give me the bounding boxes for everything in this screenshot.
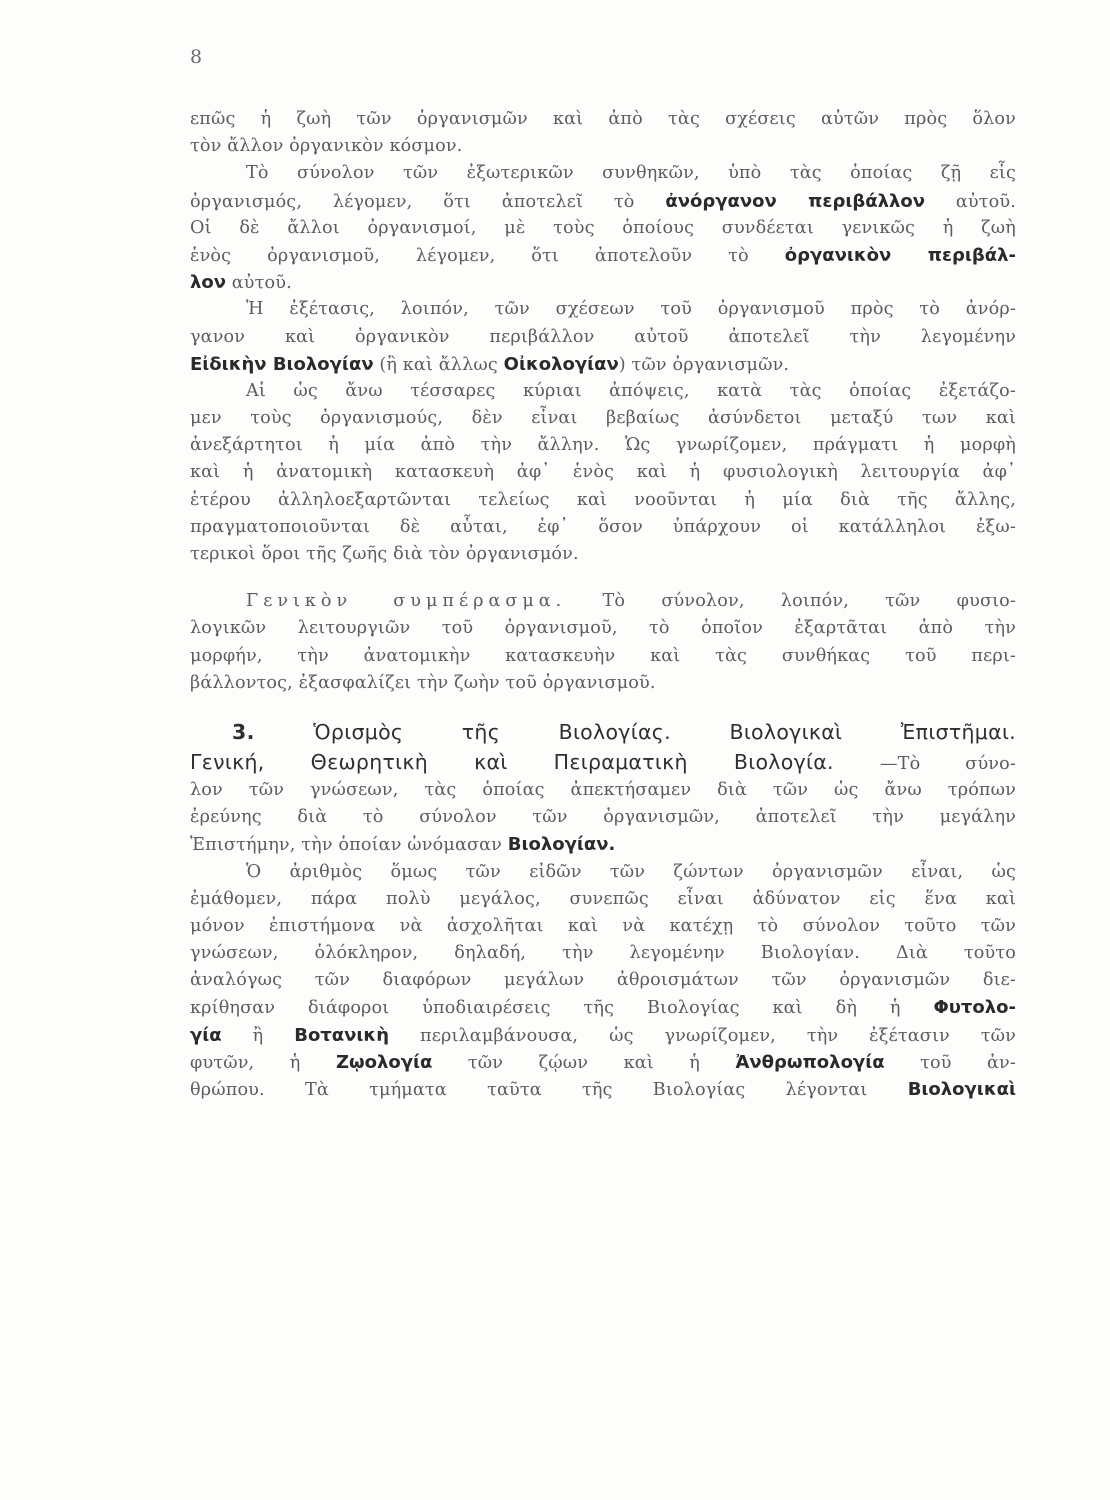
text-line: λον τῶν γνώσεων, τὰς ὁποίας ἀπεκτήσαμεν διὰ τῶν ὡς ἄνω τρόπων: [190, 779, 1016, 800]
text-run: ὀργανισμός, λέγομεν, ὅτι ἀποτελεῖ τὸ: [190, 191, 635, 212]
text-line: γνώσεων, ὁλόκληρον, δηλαδή, τὴν λεγομένην Βιολογίαν. Διὰ τοῦτο: [190, 943, 1016, 964]
text-run: ) τῶν ὀργανισμῶν.: [618, 354, 790, 375]
text-line: βάλλοντος, ἐξασφαλίζει τὴν ζωὴν τοῦ ὀργανισμοῦ.: [190, 672, 656, 693]
text-line: [190, 242, 1016, 269]
paragraph-gap: [190, 568, 1016, 588]
body-text: [190, 106, 1016, 1103]
term-botany: Βοτανικὴ: [294, 1024, 390, 1046]
term-zoology: Ζῳολογία: [335, 1051, 433, 1073]
term-organic-environment: ὀργανικὸν περιβάλ-: [784, 244, 1017, 266]
section-number: 3.: [232, 719, 255, 744]
text-line: μεν τοὺς ὀργανισμούς, δὲν εἶναι βεβαίως ἀσύνδετοι μεταξύ των καὶ: [190, 408, 1016, 429]
text-line: ἐρεύνης διὰ τὸ σύνολον τῶν ὀργανισμῶν, ἀποτελεῖ τὴν μεγάλην: [190, 807, 1016, 828]
text-line: [190, 588, 1016, 615]
text-line: τὸν ἄλλον ὀργανικὸν κόσμον.: [190, 136, 463, 157]
text-line: ἀνεξάρτητοι ἡ μία ἀπὸ τὴν ἄλλην. Ὡς γνωρίζομεν, πράγματι ἡ μορφὴ: [190, 435, 1016, 456]
text-line: ἀναλόγως τῶν διαφόρων μεγάλων ἀθροισμάτων τῶν ὀργανισμῶν διε-: [190, 970, 1016, 991]
text-line: Αἱ ὡς ἄνω τέσσαρες κύριαι ἀπόψεις, κατὰ τὰς ὁποίας ἐξετάζο-: [246, 380, 1016, 401]
text-line: τερικοὶ ὅροι τῆς ζωῆς διὰ τὸν ὀργανισμόν.: [190, 544, 579, 564]
section-heading-line2: [190, 747, 1016, 777]
term-organic-environment-end: λον: [190, 272, 227, 294]
term-inorganic-environment: ἀνόργανον περιβάλλον: [665, 190, 925, 212]
text-run: (ἢ καὶ ἄλλως: [379, 354, 498, 375]
text-line: Τὸ σύνολον τῶν ἐξωτερικῶν συνθηκῶν, ὑπὸ τὰς ὁποίας ζῇ εἷς: [246, 163, 1016, 184]
term-ecology: Οἰκολογίαν: [503, 353, 619, 375]
text-line: [190, 188, 1016, 215]
text-line: [190, 1076, 1016, 1103]
text-line: Ἡ ἐξέτασις, λοιπόν, τῶν σχέσεων τοῦ ὀργανισμοῦ πρὸς τὸ ἀνόρ-: [246, 299, 1016, 320]
page-number: 8: [190, 46, 203, 68]
text-run: αὐτοῦ.: [955, 191, 1016, 212]
text-line: γανον καὶ ὀργανικὸν περιβάλλον αὐτοῦ ἀποτελεῖ τὴν λεγομένην: [190, 326, 1016, 347]
text-run: θρώπου. Τὰ τμήματα ταῦτα τῆς Βιολογίας λέγονται: [190, 1080, 868, 1100]
text-line: [190, 351, 1016, 378]
text-line: Οἱ δὲ ἄλλοι ὀργανισμοί, μὲ τοὺς ὁποίους συνδέεται γενικῶς ἡ ζωὴ: [190, 217, 1016, 238]
text-run: αὐτοῦ.: [231, 273, 292, 294]
section-title-line1: Ὁρισμὸς τῆς Βιολογίας. Βιολογικαὶ Ἐπιστῆμαι.: [313, 719, 1016, 744]
text-run: ἑνὸς ὀργανισμοῦ, λέγομεν, ὅτι ἀποτελοῦν τὸ: [190, 245, 749, 266]
text-line: πραγματοποιοῦνται δὲ αὗται, ἐφ᾽ ὅσον ὑπάρχουν οἱ κατάλληλοι ἐξω-: [190, 516, 1016, 537]
text-line: λογικῶν λειτουργιῶν τοῦ ὀργανισμοῦ, τὸ ὁποῖον ἐξαρτᾶται ἀπὸ τὴν: [190, 618, 1016, 639]
term-phytology-end: γία: [190, 1024, 222, 1046]
text-run: ἢ: [252, 1025, 264, 1046]
text-run: —Τὸ σύνο-: [879, 753, 1016, 774]
section-gap: [190, 697, 1016, 717]
term-special-biology: Εἰδικὴν Βιολογίαν: [190, 353, 374, 375]
term-phytology: Φυτολο-: [933, 997, 1016, 1019]
text-run: Ἐπιστήμην, τὴν ὁποίαν ὠνόμασαν: [190, 835, 503, 856]
text-run: τοῦ ἀν-: [920, 1052, 1016, 1073]
text-line: μορφήν, τὴν ἀνατομικὴν κατασκευὴν καὶ τὰς συνθήκας τοῦ περι-: [190, 645, 1016, 666]
text-line: Ὁ ἀριθμὸς ὅμως τῶν εἰδῶν τῶν ζώντων ὀργανισμῶν εἶναι, ὡς: [246, 861, 1016, 882]
text-run: κρίθησαν διάφοροι ὑποδιαιρέσεις τῆς Βιολογίας καὶ δὴ ἡ: [190, 998, 901, 1019]
text-line: [190, 831, 1016, 858]
section-title-line2: Γενική, Θεωρητικὴ καὶ Πειραματικὴ Βιολογία.: [190, 749, 834, 774]
text-line: [190, 1022, 1016, 1049]
text-run: Τὸ σύνολον, λοιπόν, τῶν φυσιο-: [602, 591, 1016, 612]
section-heading: [190, 717, 1016, 747]
term-biological: Βιολογικαὶ: [907, 1079, 1016, 1100]
general-conclusion-label: Γενικὸν συμπέρασμα.: [246, 591, 567, 612]
term-biology: Βιολογίαν.: [507, 834, 616, 856]
text-line: [190, 269, 1016, 296]
term-anthropology: Ἀνθρωπολογία: [735, 1051, 885, 1073]
text-line: μόνον ἐπιστήμονα νὰ ἀσχολῆται καὶ νὰ κατέχῃ τὸ σύνολον τοῦτο τῶν: [190, 915, 1016, 936]
text-line: επῶς ἡ ζωὴ τῶν ὀργανισμῶν καὶ ἀπὸ τὰς σχέσεις αὐτῶν πρὸς ὅλον: [190, 109, 1016, 129]
text-run: φυτῶν, ἡ: [190, 1052, 301, 1073]
text-line: ἑτέρου ἀλληλοεξαρτῶνται τελείως καὶ νοοῦνται ἡ μία διὰ τῆς ἄλλης,: [190, 489, 1016, 510]
text-run: τῶν ζῴων καὶ ἡ: [467, 1052, 700, 1073]
text-run: περιλαμβάνουσα, ὡς γνωρίζομεν, τὴν ἐξέτασιν τῶν: [419, 1025, 1017, 1046]
text-line: [190, 994, 1016, 1021]
text-line: [190, 1049, 1016, 1076]
text-line: καὶ ἡ ἀνατομικὴ κατασκευὴ ἀφ᾽ ἑνὸς καὶ ἡ φυσιολογικὴ λειτουργία ἀφ᾽: [190, 462, 1016, 483]
text-line: ἐμάθομεν, πάρα πολὺ μεγάλος, συνεπῶς εἶναι ἀδύνατον εἰς ἕνα καὶ: [190, 888, 1016, 909]
